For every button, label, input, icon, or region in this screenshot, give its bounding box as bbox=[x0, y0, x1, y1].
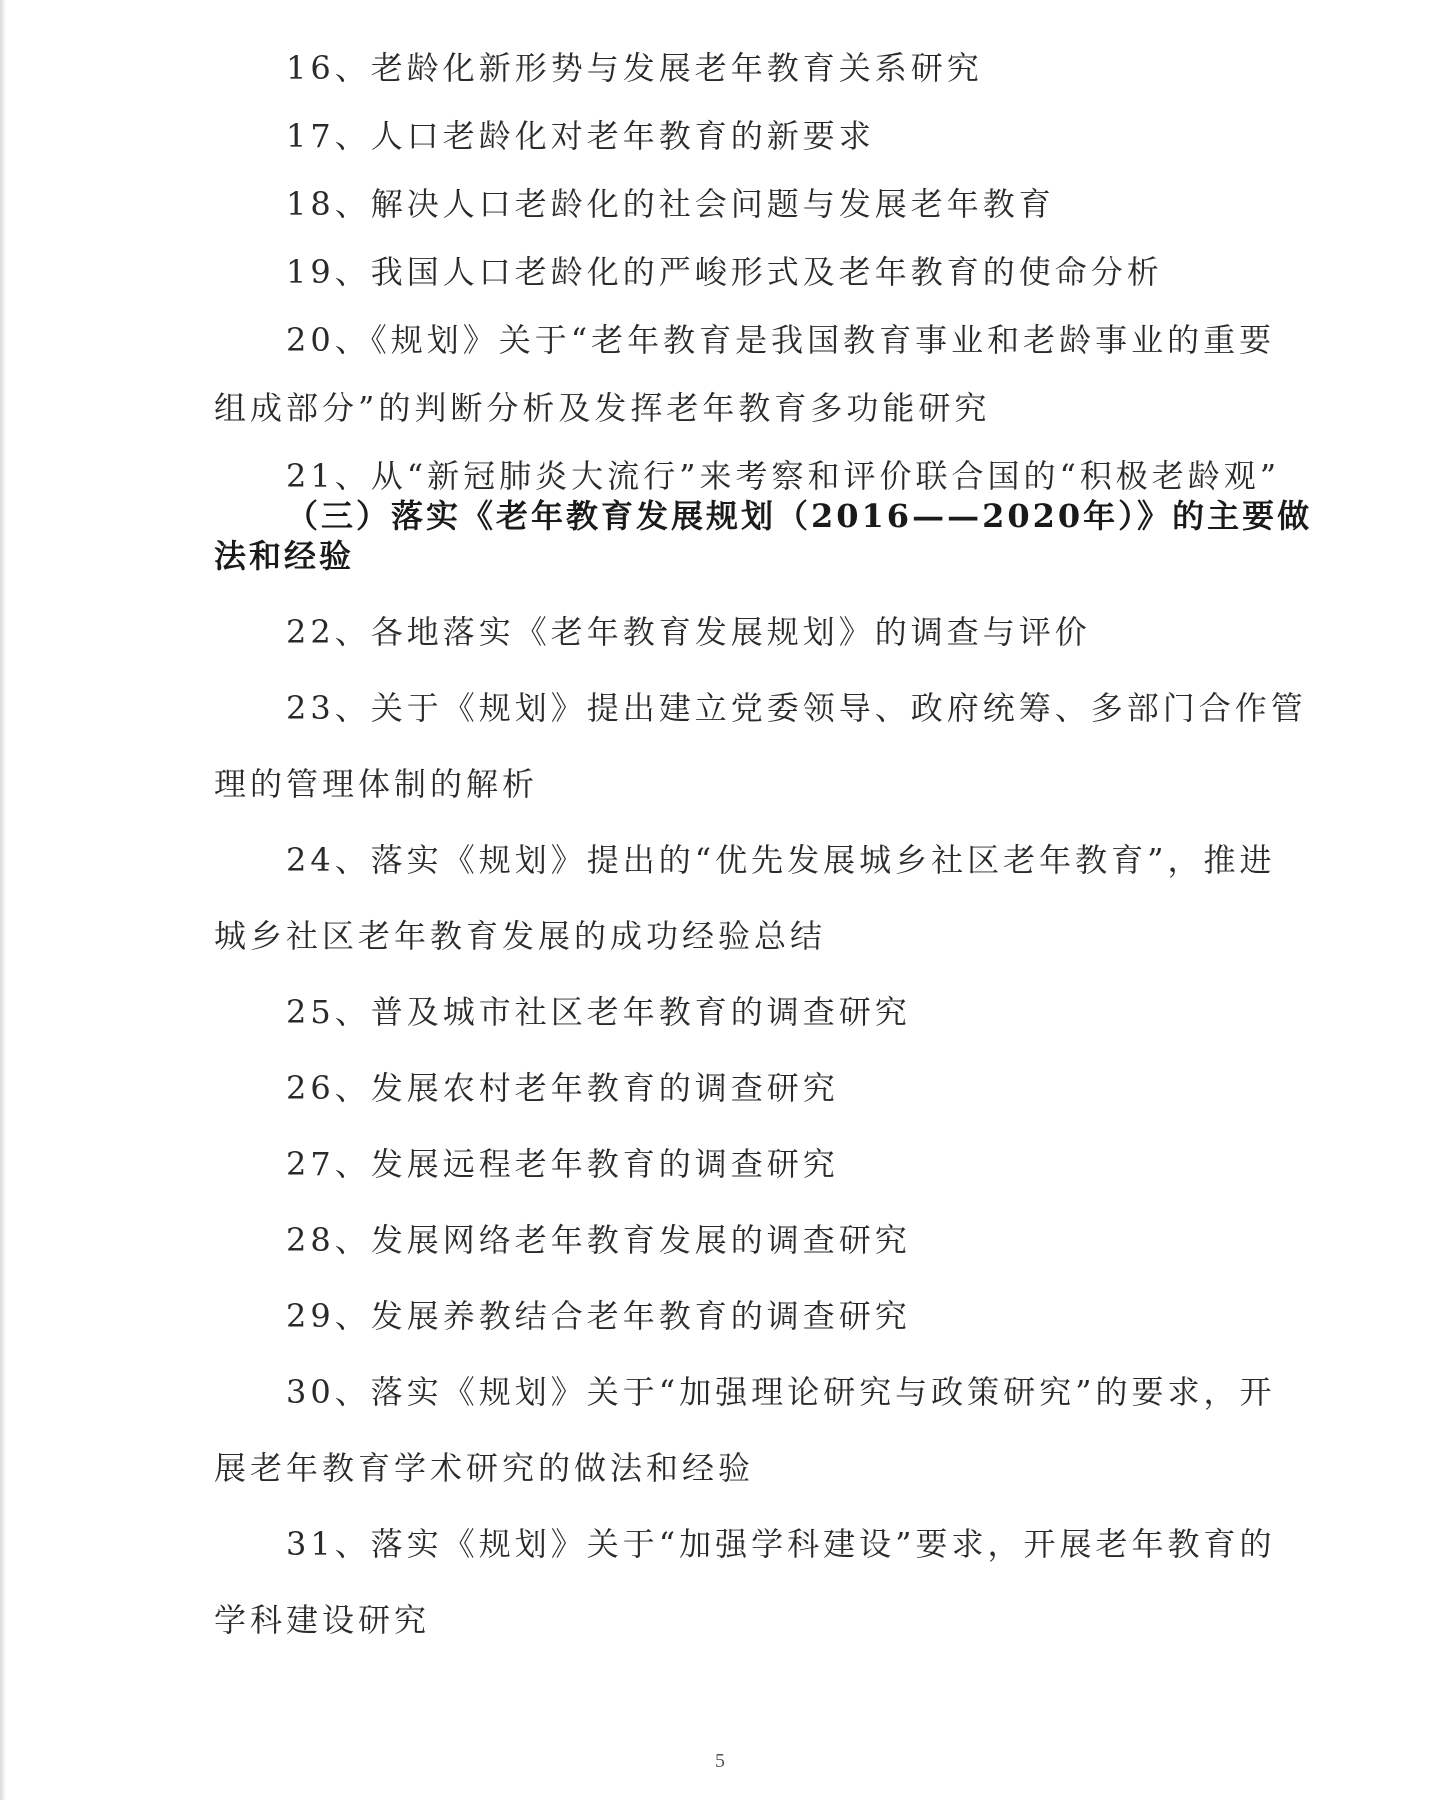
list-item-31-line-2: 学科建设研究 bbox=[214, 1601, 431, 1639]
list-item-26: 26、发展农村老年教育的调查研究 bbox=[286, 1069, 839, 1107]
section-heading bbox=[214, 496, 1313, 576]
list-item-18: 18、解决人口老龄化的社会问题与发展老年教育 bbox=[286, 185, 1055, 223]
list-item-22: 22、各地落实《老年教育发展规划》的调查与评价 bbox=[286, 613, 1091, 651]
list-item-21: 21、从“新冠肺炎大流行”来考察和评价联合国的“积极老龄观” bbox=[286, 457, 1281, 495]
list-item-17: 17、人口老龄化对老年教育的新要求 bbox=[286, 117, 875, 155]
list-item-19: 19、我国人口老龄化的严峻形式及老年教育的使命分析 bbox=[286, 253, 1163, 291]
list-item-27: 27、发展远程老年教育的调查研究 bbox=[286, 1145, 839, 1183]
list-item-25: 25、普及城市社区老年教育的调查研究 bbox=[286, 993, 911, 1031]
list-item-29: 29、发展养教结合老年教育的调查研究 bbox=[286, 1297, 911, 1335]
list-item-30 bbox=[214, 1372, 1276, 1488]
list-item-23-line-2: 理的管理体制的解析 bbox=[214, 765, 539, 803]
page-content bbox=[214, 48, 1313, 1640]
page-number: 5 bbox=[715, 1750, 725, 1772]
list-item-20 bbox=[214, 320, 1276, 428]
list-item-20-line-1: 20、《规划》关于“老年教育是我国教育事业和老龄事业的重要 bbox=[286, 321, 1276, 359]
list-item-24 bbox=[214, 840, 1276, 956]
list-item-23 bbox=[214, 688, 1307, 804]
list-item-28: 28、发展网络老年教育发展的调查研究 bbox=[286, 1221, 911, 1259]
list-item-23-line-1: 23、关于《规划》提出建立党委领导、政府统筹、多部门合作管 bbox=[286, 689, 1307, 727]
list-item-24-line-1: 24、落实《规划》提出的“优先发展城乡社区老年教育”，推进 bbox=[286, 841, 1276, 879]
section-heading-line-2: 法和经验 bbox=[214, 537, 355, 575]
scan-edge-shadow bbox=[0, 0, 6, 1800]
list-item-31 bbox=[214, 1524, 1276, 1640]
section-heading-line-1: （三）落实《老年教育发展规划（2016——2020年）》的主要做 bbox=[286, 497, 1313, 535]
list-item-31-line-1: 31、落实《规划》关于“加强学科建设”要求，开展老年教育的 bbox=[286, 1525, 1276, 1563]
list-item-16: 16、老龄化新形势与发展老年教育关系研究 bbox=[286, 49, 983, 87]
list-item-20-line-2: 组成部分”的判断分析及发挥老年教育多功能研究 bbox=[214, 389, 991, 427]
list-item-30-line-2: 展老年教育学术研究的做法和经验 bbox=[214, 1449, 755, 1487]
list-item-24-line-2: 城乡社区老年教育发展的成功经验总结 bbox=[214, 917, 827, 955]
list-item-30-line-1: 30、落实《规划》关于“加强理论研究与政策研究”的要求，开 bbox=[286, 1373, 1276, 1411]
